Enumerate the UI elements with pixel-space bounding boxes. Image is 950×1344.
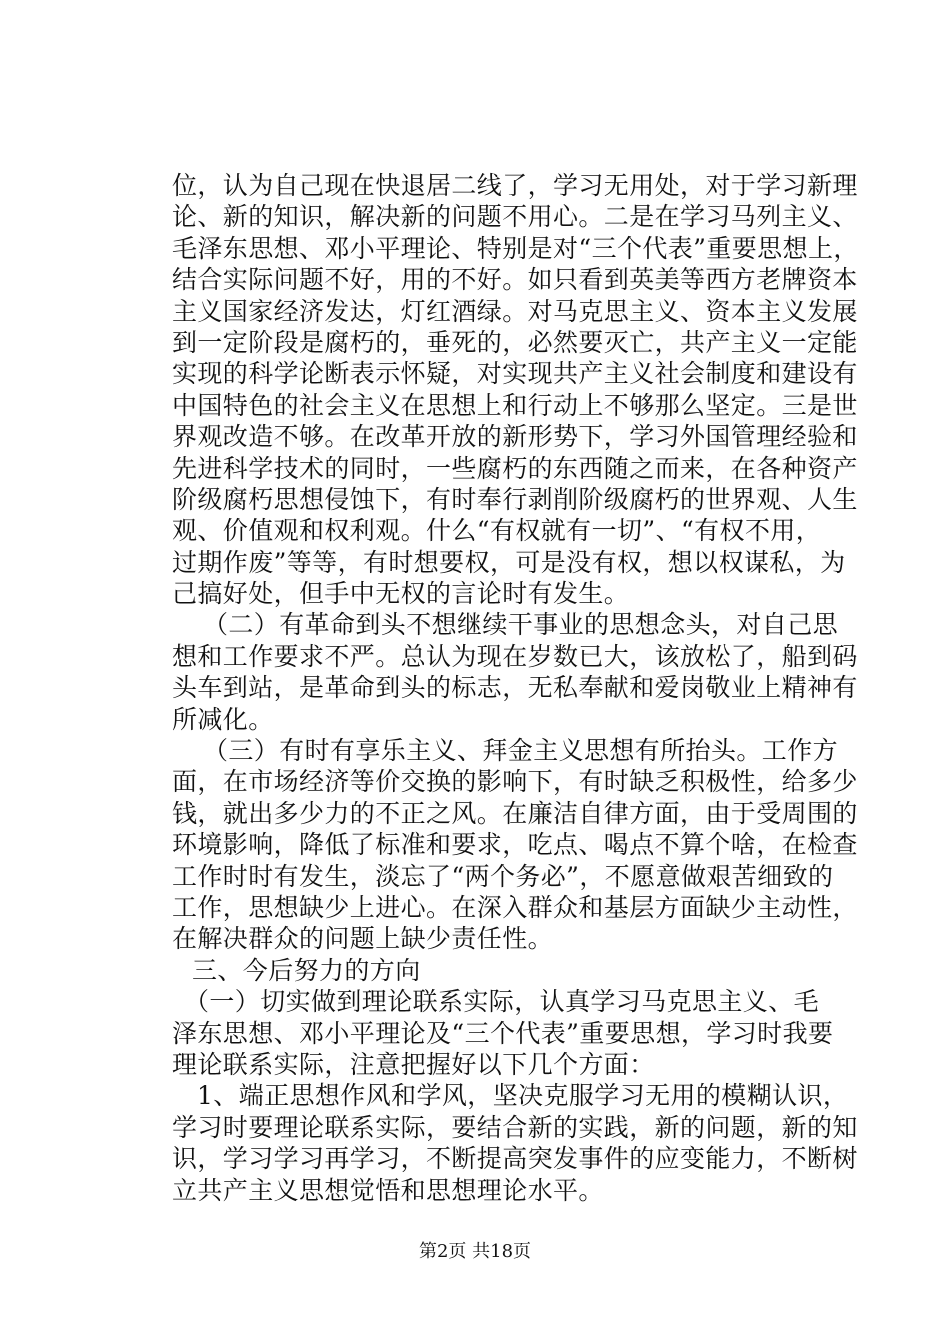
page-number: 第2页 共18页 <box>418 1241 532 1262</box>
page-footer <box>0 1240 950 1264</box>
text-line: 先进科学技术的同时，一些腐朽的东西随之而来，在各种资产 <box>172 453 858 483</box>
text-line: 阶级腐朽思想侵蚀下，有时奉行剥削阶级腐朽的世界观、人生 <box>172 484 858 514</box>
text-line: 主义国家经济发达，灯红酒绿。对马克思主义、资本主义发展 <box>172 296 858 326</box>
text-line: 识，学习学习再学习，不断提高突发事件的应变能力，不断树 <box>172 1144 858 1174</box>
text-line: 结合实际问题不好，用的不好。如只看到英美等西方老牌资本 <box>172 265 858 295</box>
text-line: 己搞好处，但手中无权的言论时有发生。 <box>172 579 630 609</box>
section-heading: 三、今后努力的方向 <box>192 955 421 985</box>
text-line: 钱，就出多少力的不正之风。在廉洁自律方面，由于受周围的 <box>172 798 858 828</box>
text-line: 位，认为自己现在快退居二线了，学习无用处，对于学习新理 <box>172 171 858 200</box>
text-line: 环境影响，降低了标准和要求，吃点、喝点不算个啥，在检查 <box>172 830 858 860</box>
text-line: 立共产主义思想觉悟和思想理论水平。 <box>172 1175 604 1205</box>
text-line: 实现的科学论断表示怀疑，对实现共产主义社会制度和建设有 <box>172 359 858 389</box>
paragraph-start-line: （三）有时有享乐主义、拜金主义思想有所抬头。工作方 <box>203 736 839 766</box>
text-line: 理论联系实际，注意把握好以下几个方面： <box>172 1049 655 1079</box>
text-line: 泽东思想、邓小平理论及“三个代表”重要思想，学习时我要 <box>172 1018 834 1048</box>
text-line: 工作，思想缺少上进心。在深入群众和基层方面缺少主动性， <box>172 892 858 922</box>
text-line: 面，在市场经济等价交换的影响下，有时缺乏积极性，给多少 <box>172 767 858 797</box>
text-line: 观、价值观和权利观。什么“有权就有一切”、“有权不用， <box>172 516 822 546</box>
text-line: 想和工作要求不严。总认为现在岁数已大，该放松了，船到码 <box>172 641 858 671</box>
text-line: 过期作废”等等，有时想要权，可是没有权，想以权谋私，为 <box>172 547 846 577</box>
text-line: 界观改造不够。在改革开放的新形势下，学习外国管理经验和 <box>172 422 858 452</box>
text-line: 工作时时有发生，淡忘了“两个务必”，不愿意做艰苦细致的 <box>172 861 834 891</box>
text-line: 头车到站，是革命到头的标志，无私奉献和爱岗敬业上精神有 <box>172 673 858 703</box>
text-line: 学习时要理论联系实际，要结合新的实践，新的问题，新的知 <box>172 1112 858 1142</box>
text-line: 所减化。 <box>172 704 274 734</box>
body-text <box>172 170 859 1206</box>
paragraph-start-line: 1、端正思想作风和学风，坚决克服学习无用的模糊认识， <box>197 1081 849 1111</box>
paragraph-start-line: （一）切实做到理论联系实际，认真学习马克思主义、毛 <box>184 987 820 1017</box>
text-line: 中国特色的社会主义在思想上和行动上不够那么坚定。三是世 <box>172 390 858 420</box>
text-line: 在解决群众的问题上缺少责任性。 <box>172 924 554 954</box>
text-line: 论、新的知识，解决新的问题不用心。二是在学习马列主义、 <box>172 202 858 232</box>
text-line: 到一定阶段是腐朽的，垂死的，必然要灭亡，共产主义一定能 <box>172 327 858 357</box>
paragraph-start-line: （二）有革命到头不想继续干事业的思想念头，对自己思 <box>203 610 839 640</box>
text-line: 毛泽东思想、邓小平理论、特别是对“三个代表”重要思想上， <box>172 233 859 263</box>
